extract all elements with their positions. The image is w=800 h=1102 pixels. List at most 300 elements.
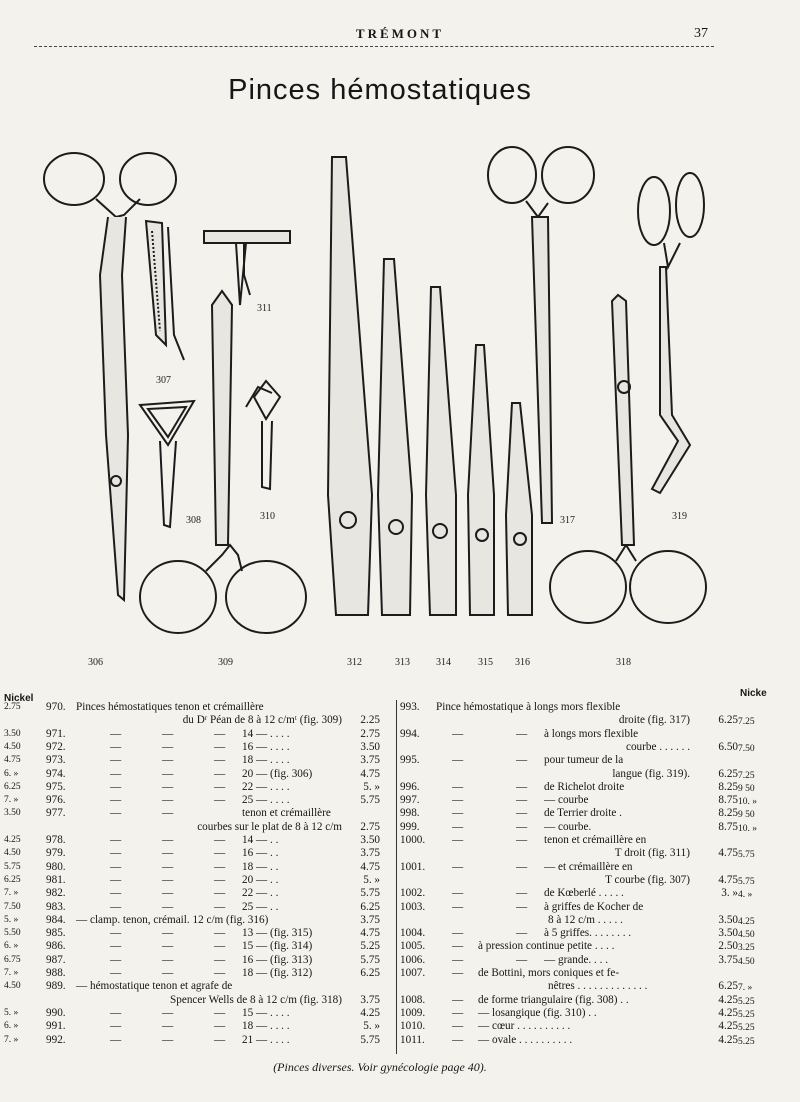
nickel-price: 2.75 bbox=[4, 702, 21, 712]
item-description: 14 — . . bbox=[242, 834, 279, 846]
table-row bbox=[398, 1033, 800, 1047]
item-number: 972. bbox=[46, 740, 66, 753]
table-row bbox=[0, 873, 392, 887]
nickel-price: 7.50 bbox=[4, 901, 21, 912]
fig-label-314: 314 bbox=[436, 657, 451, 668]
item-description: tenon et crémaillère bbox=[242, 807, 331, 820]
item-number: 973. bbox=[46, 754, 66, 767]
brut-price: 8.25 bbox=[718, 780, 738, 793]
forceps-307 bbox=[146, 221, 184, 360]
ditto-mark: — bbox=[516, 900, 528, 913]
forceps-311 bbox=[204, 231, 290, 305]
item-number: 1006. bbox=[400, 953, 426, 966]
item-description: T droit (fig. 311) bbox=[614, 847, 690, 860]
ditto-mark: — bbox=[162, 834, 174, 846]
nickel-price: 9 50 bbox=[738, 783, 755, 794]
table-row bbox=[398, 753, 800, 767]
item-description: 8 à 12 c/m . . . . . bbox=[548, 913, 623, 926]
nickel-price: 7.50 bbox=[738, 743, 755, 754]
table-row bbox=[398, 727, 800, 741]
table-row bbox=[398, 886, 800, 900]
right-column-head: Nicke bbox=[740, 688, 767, 699]
table-row bbox=[0, 860, 392, 874]
brut-price: 6.25 bbox=[718, 980, 738, 993]
item-number: 979. bbox=[46, 847, 66, 860]
item-description: 18 — . . . . bbox=[242, 754, 290, 767]
table-row bbox=[0, 1006, 392, 1020]
nickel-price: 6.25 bbox=[4, 874, 21, 885]
nickel-price: 3.50 bbox=[4, 808, 21, 819]
item-description: 18 — . . . . bbox=[242, 1020, 290, 1033]
ditto-mark: — bbox=[516, 727, 528, 740]
ditto-mark: — bbox=[110, 967, 122, 979]
fig-label-315: 315 bbox=[478, 657, 493, 668]
ditto-mark: — bbox=[214, 860, 226, 873]
item-description: 18 — . . bbox=[242, 860, 279, 873]
item-description: Spencer Wells de 8 à 12 c/m (fig. 318) bbox=[170, 993, 342, 1006]
nickel-price: 5.75 bbox=[738, 876, 755, 887]
item-description: Pinces hémostatiques tenon et crémaillère bbox=[76, 701, 264, 713]
page-number: 37 bbox=[694, 26, 708, 41]
nickel-price: 6. » bbox=[4, 1021, 19, 1032]
table-row bbox=[0, 820, 392, 834]
fig-label-309: 309 bbox=[218, 657, 233, 668]
item-description: — losangique (fig. 310) . . bbox=[478, 1006, 597, 1019]
brut-price: 8.25 bbox=[718, 807, 738, 820]
nickel-price: 6.25 bbox=[4, 781, 21, 792]
item-description: droite (fig. 317) bbox=[618, 714, 690, 727]
brut-price: 4.25 bbox=[360, 1006, 380, 1019]
item-description: — courbe bbox=[544, 794, 589, 807]
table-row bbox=[0, 727, 392, 741]
brut-price: 8.75 bbox=[718, 820, 738, 833]
ditto-mark: — bbox=[162, 1020, 174, 1033]
item-number: 971. bbox=[46, 727, 66, 740]
ditto-mark: — bbox=[110, 927, 122, 940]
ditto-mark: — bbox=[452, 1033, 464, 1046]
item-number: 980. bbox=[46, 860, 66, 873]
item-number: 990. bbox=[46, 1006, 66, 1019]
price-tables bbox=[0, 700, 800, 1050]
ditto-mark: — bbox=[452, 727, 464, 740]
table-row bbox=[0, 1033, 392, 1047]
table-row bbox=[0, 700, 392, 714]
table-row bbox=[0, 953, 392, 967]
nickel-price: 5.75 bbox=[4, 861, 21, 872]
brut-price: 4.75 bbox=[360, 860, 380, 873]
table-row bbox=[398, 1019, 800, 1033]
ditto-mark: — bbox=[110, 1006, 122, 1019]
ditto-mark: — bbox=[110, 847, 122, 860]
fig-label-312: 312 bbox=[347, 657, 362, 668]
brut-price: 2.50 bbox=[718, 940, 738, 953]
item-number: 997. bbox=[400, 794, 420, 807]
table-row bbox=[0, 926, 392, 940]
ditto-mark: — bbox=[162, 767, 174, 780]
item-description: de Richelot droite bbox=[544, 780, 625, 793]
item-number: 1005. bbox=[400, 940, 426, 953]
ditto-mark: — bbox=[516, 927, 528, 940]
brut-price: 4.75 bbox=[360, 927, 380, 940]
fig-label-310: 310 bbox=[260, 511, 275, 522]
table-row bbox=[398, 806, 800, 820]
item-number: 1011. bbox=[400, 1033, 425, 1046]
forceps-318 bbox=[550, 295, 706, 623]
table-row bbox=[0, 993, 392, 1007]
fig-label-318: 318 bbox=[616, 657, 631, 668]
item-description: 25 — . . . . bbox=[242, 794, 290, 807]
brut-price: 5. » bbox=[363, 1020, 380, 1033]
nickel-price: 10. » bbox=[738, 823, 757, 834]
ditto-mark: — bbox=[214, 794, 226, 807]
table-row bbox=[398, 700, 800, 714]
item-number: 1009. bbox=[400, 1006, 426, 1019]
brut-price: 5.75 bbox=[360, 1033, 380, 1046]
nickel-price: 7. » bbox=[4, 795, 19, 806]
ditto-mark: — bbox=[162, 847, 174, 860]
item-number: 976. bbox=[46, 794, 66, 807]
clamp-316 bbox=[506, 403, 532, 615]
ditto-mark: — bbox=[110, 887, 122, 900]
ditto-mark: — bbox=[452, 940, 464, 953]
clamp-315 bbox=[468, 345, 494, 615]
instrument-illustration bbox=[0, 135, 800, 675]
ditto-mark: — bbox=[162, 727, 174, 740]
item-number: 1000. bbox=[400, 834, 426, 846]
item-description: — ovale . . . . . . . . . . bbox=[478, 1033, 573, 1046]
item-description: 16 — . . bbox=[242, 847, 279, 860]
table-row bbox=[398, 713, 800, 727]
ditto-mark: — bbox=[214, 780, 226, 793]
nickel-price: 3.50 bbox=[4, 728, 21, 739]
brut-price: 3.75 bbox=[360, 913, 380, 926]
item-number: 993. bbox=[400, 701, 420, 713]
table-row bbox=[398, 926, 800, 940]
ditto-mark: — bbox=[162, 927, 174, 940]
ditto-mark: — bbox=[214, 1006, 226, 1019]
left-column-head: Nickel bbox=[4, 693, 34, 704]
item-description: nêtres . . . . . . . . . . . . . bbox=[548, 980, 648, 993]
table-row bbox=[0, 713, 392, 727]
table-row bbox=[0, 900, 392, 914]
ditto-mark: — bbox=[162, 754, 174, 767]
column-divider bbox=[396, 700, 397, 1054]
table-row bbox=[0, 886, 392, 900]
ditto-mark: — bbox=[516, 780, 528, 793]
nickel-price: 5. » bbox=[4, 914, 19, 925]
nickel-price: 6.75 bbox=[4, 954, 21, 965]
ditto-mark: — bbox=[452, 887, 464, 900]
fig-label-319: 319 bbox=[672, 511, 687, 522]
fig-label-306: 306 bbox=[88, 657, 103, 668]
brut-price: 5.75 bbox=[360, 887, 380, 900]
ditto-mark: — bbox=[162, 1033, 174, 1046]
brand-name: TRÉMONT bbox=[355, 26, 445, 41]
ditto-mark: — bbox=[214, 740, 226, 753]
forceps-319 bbox=[638, 173, 704, 493]
table-row bbox=[398, 939, 800, 953]
item-description: 16 — . . . . bbox=[242, 740, 290, 753]
ditto-mark: — bbox=[110, 794, 122, 807]
ditto-mark: — bbox=[110, 834, 122, 846]
nickel-price: 5.25 bbox=[738, 1023, 755, 1034]
item-number: 975. bbox=[46, 780, 66, 793]
table-row bbox=[0, 753, 392, 767]
brut-price: 6.25 bbox=[360, 967, 380, 979]
item-number: 978. bbox=[46, 834, 66, 846]
item-number: 974. bbox=[46, 767, 66, 780]
ditto-mark: — bbox=[214, 1020, 226, 1033]
brut-price: 6.25 bbox=[718, 714, 738, 727]
brut-price: 5.75 bbox=[360, 953, 380, 966]
item-number: 994. bbox=[400, 727, 420, 740]
brut-price: 3.50 bbox=[718, 927, 738, 940]
ditto-mark: — bbox=[452, 993, 464, 1006]
item-description: 16 — (fig. 313) bbox=[242, 953, 313, 966]
table-row bbox=[398, 900, 800, 914]
ditto-mark: — bbox=[516, 807, 528, 820]
nickel-price: 5.75 bbox=[738, 850, 755, 861]
brut-price: 5.75 bbox=[360, 794, 380, 807]
item-number: 983. bbox=[46, 900, 66, 913]
item-number: 998. bbox=[400, 807, 420, 820]
ditto-mark: — bbox=[110, 940, 122, 953]
ditto-mark: — bbox=[162, 807, 174, 820]
ditto-mark: — bbox=[516, 953, 528, 966]
item-description: 22 — . . bbox=[242, 887, 279, 900]
ditto-mark: — bbox=[214, 873, 226, 886]
nickel-price: 7.25 bbox=[738, 717, 755, 728]
ditto-mark: — bbox=[214, 900, 226, 913]
brut-price: 4.75 bbox=[360, 767, 380, 780]
item-description: de Terrier droite . bbox=[544, 807, 622, 820]
ditto-mark: — bbox=[516, 860, 528, 873]
table-row bbox=[398, 913, 800, 927]
nickel-price: 7. » bbox=[4, 1034, 19, 1045]
ditto-mark: — bbox=[110, 727, 122, 740]
brut-price: 3. » bbox=[721, 887, 738, 900]
item-number: 987. bbox=[46, 953, 66, 966]
item-number: 982. bbox=[46, 887, 66, 900]
brut-price: 4.25 bbox=[718, 1020, 738, 1033]
ditto-mark: — bbox=[214, 967, 226, 979]
table-row bbox=[398, 793, 800, 807]
fig-label-313: 313 bbox=[395, 657, 410, 668]
item-description: 14 — . . . . bbox=[242, 727, 290, 740]
nickel-price: 4. » bbox=[738, 890, 753, 901]
item-description: pour tumeur de la bbox=[544, 754, 624, 767]
ditto-mark: — bbox=[110, 780, 122, 793]
brut-price: 4.25 bbox=[718, 993, 738, 1006]
ditto-mark: — bbox=[452, 1020, 464, 1033]
brut-price: 3.75 bbox=[360, 754, 380, 767]
item-number: 1004. bbox=[400, 927, 426, 940]
ditto-mark: — bbox=[214, 834, 226, 846]
nickel-price: 4.50 bbox=[738, 956, 755, 967]
item-number: 985. bbox=[46, 927, 66, 940]
item-number: 991. bbox=[46, 1020, 66, 1033]
clamp-312 bbox=[328, 157, 372, 615]
item-description: 18 — (fig. 312) bbox=[242, 967, 313, 979]
brut-price: 2.75 bbox=[360, 820, 380, 833]
ditto-mark: — bbox=[214, 847, 226, 860]
nickel-price: 5.25 bbox=[738, 1036, 755, 1047]
nickel-price: 4.50 bbox=[4, 848, 21, 859]
item-description: à longs mors flexible bbox=[544, 727, 639, 740]
nickel-price: 5.25 bbox=[738, 1009, 755, 1020]
ditto-mark: — bbox=[214, 927, 226, 940]
item-description: 20 — . . bbox=[242, 873, 279, 886]
running-header bbox=[0, 26, 800, 46]
nickel-price: 5. » bbox=[4, 1007, 19, 1018]
nickel-price: 4.25 bbox=[738, 916, 755, 927]
item-number: 1008. bbox=[400, 993, 426, 1006]
brut-price: 3.75 bbox=[360, 847, 380, 860]
item-number: 992. bbox=[46, 1033, 66, 1046]
brut-price: 3.75 bbox=[360, 993, 380, 1006]
fig-label-316: 316 bbox=[515, 657, 530, 668]
nickel-price: 7.25 bbox=[738, 770, 755, 781]
fig-label-311: 311 bbox=[257, 303, 272, 314]
item-description: du Dʳ Péan de 8 à 12 c/mᵗ (fig. 309) bbox=[182, 714, 342, 727]
ditto-mark: — bbox=[516, 820, 528, 833]
item-number: 996. bbox=[400, 780, 420, 793]
item-number: 981. bbox=[46, 873, 66, 886]
forceps-317 bbox=[488, 147, 594, 523]
item-description: 22 — . . . . bbox=[242, 780, 290, 793]
brut-price: 3.50 bbox=[718, 913, 738, 926]
item-description: langue (fig. 319). bbox=[612, 767, 690, 780]
ditto-mark: — bbox=[162, 740, 174, 753]
ditto-mark: — bbox=[162, 1006, 174, 1019]
footer-note: (Pinces diverses. Voir gynécologie page 40). bbox=[273, 1060, 487, 1074]
nickel-price: 5.25 bbox=[738, 996, 755, 1007]
item-number: 1003. bbox=[400, 900, 426, 913]
ditto-mark: — bbox=[516, 834, 528, 846]
nickel-price: 7. » bbox=[4, 968, 19, 978]
ditto-mark: — bbox=[214, 1033, 226, 1046]
table-row bbox=[398, 780, 800, 794]
item-description: — cœur . . . . . . . . . . bbox=[478, 1020, 571, 1033]
table-row bbox=[0, 740, 392, 754]
table-row bbox=[0, 806, 392, 820]
ditto-mark: — bbox=[110, 754, 122, 767]
brut-price: 5. » bbox=[363, 780, 380, 793]
nickel-price: 7. » bbox=[738, 983, 753, 994]
clamp-314 bbox=[426, 287, 456, 615]
ditto-mark: — bbox=[516, 794, 528, 807]
ditto-mark: — bbox=[452, 794, 464, 807]
ditto-mark: — bbox=[162, 940, 174, 953]
ditto-mark: — bbox=[162, 900, 174, 913]
ditto-mark: — bbox=[214, 940, 226, 953]
item-number: 988. bbox=[46, 967, 66, 979]
table-row bbox=[0, 833, 392, 847]
item-number: 970. bbox=[46, 701, 66, 713]
ditto-mark: — bbox=[452, 780, 464, 793]
item-description: 15 — . . . . bbox=[242, 1006, 290, 1019]
item-description: 25 — . . bbox=[242, 900, 279, 913]
brut-price: 4.25 bbox=[718, 1033, 738, 1046]
clamp-313 bbox=[378, 259, 412, 615]
nickel-price: 4.50 bbox=[738, 930, 755, 941]
ditto-mark: — bbox=[516, 754, 528, 767]
nickel-price: 5.50 bbox=[4, 928, 21, 939]
item-description: — et crémaillère en bbox=[544, 860, 633, 873]
nickel-price: 4.50 bbox=[4, 981, 21, 992]
ditto-mark: — bbox=[452, 927, 464, 940]
table-row bbox=[0, 966, 392, 980]
ditto-mark: — bbox=[110, 807, 122, 820]
item-description: 15 — (fig. 314) bbox=[242, 940, 313, 953]
item-description: 21 — . . . . bbox=[242, 1033, 290, 1046]
ditto-mark: — bbox=[110, 873, 122, 886]
forceps-308 bbox=[140, 401, 194, 527]
table-row bbox=[398, 833, 800, 847]
item-number: 1010. bbox=[400, 1020, 426, 1033]
brut-price: 2.25 bbox=[360, 714, 380, 727]
ditto-mark: — bbox=[214, 953, 226, 966]
ditto-mark: — bbox=[452, 860, 464, 873]
table-row bbox=[398, 979, 800, 993]
table-row bbox=[398, 846, 800, 860]
ditto-mark: — bbox=[162, 794, 174, 807]
item-description: — courbe. bbox=[544, 820, 592, 833]
nickel-price: 4.75 bbox=[4, 755, 21, 766]
item-number: 999. bbox=[400, 820, 420, 833]
item-description: à griffes de Kocher de bbox=[544, 900, 644, 913]
table-row bbox=[398, 860, 800, 874]
item-description: — clamp. tenon, crémail. 12 c/m (fig. 316) bbox=[76, 913, 269, 926]
header-rule bbox=[34, 46, 714, 47]
ditto-mark: — bbox=[214, 767, 226, 780]
brut-price: 2.75 bbox=[360, 727, 380, 740]
ditto-mark: — bbox=[452, 820, 464, 833]
table-row bbox=[0, 913, 392, 927]
item-description: de Kœberlé . . . . . bbox=[544, 887, 624, 900]
ditto-mark: — bbox=[452, 953, 464, 966]
table-row bbox=[0, 846, 392, 860]
fig-label-308: 308 bbox=[186, 515, 201, 526]
nickel-price: 7. » bbox=[4, 888, 19, 899]
table-row bbox=[0, 780, 392, 794]
ditto-mark: — bbox=[214, 887, 226, 900]
ditto-mark: — bbox=[452, 834, 464, 846]
item-number: 989. bbox=[46, 980, 66, 993]
item-number: 1002. bbox=[400, 887, 426, 900]
item-number: 984. bbox=[46, 913, 66, 926]
nickel-price: 9 50 bbox=[738, 810, 755, 821]
ditto-mark: — bbox=[162, 860, 174, 873]
ditto-mark: — bbox=[110, 740, 122, 753]
ditto-mark: — bbox=[452, 900, 464, 913]
ditto-mark: — bbox=[110, 767, 122, 780]
item-number: 1007. bbox=[400, 967, 426, 979]
item-number: 1001. bbox=[400, 860, 426, 873]
ditto-mark: — bbox=[162, 967, 174, 979]
table-row bbox=[0, 767, 392, 781]
item-description: T courbe (fig. 307) bbox=[605, 873, 690, 886]
table-row bbox=[398, 820, 800, 834]
nickel-price: 6. » bbox=[4, 941, 19, 952]
table-row bbox=[0, 979, 392, 993]
ditto-mark: — bbox=[110, 900, 122, 913]
item-description: — grande. . . . bbox=[544, 953, 609, 966]
page-title: Pinces hémostatiques bbox=[228, 74, 532, 106]
item-description: à pression continue petite . . . . bbox=[478, 940, 615, 953]
brut-price: 4.75 bbox=[718, 847, 738, 860]
brut-price: 3.50 bbox=[360, 834, 380, 846]
